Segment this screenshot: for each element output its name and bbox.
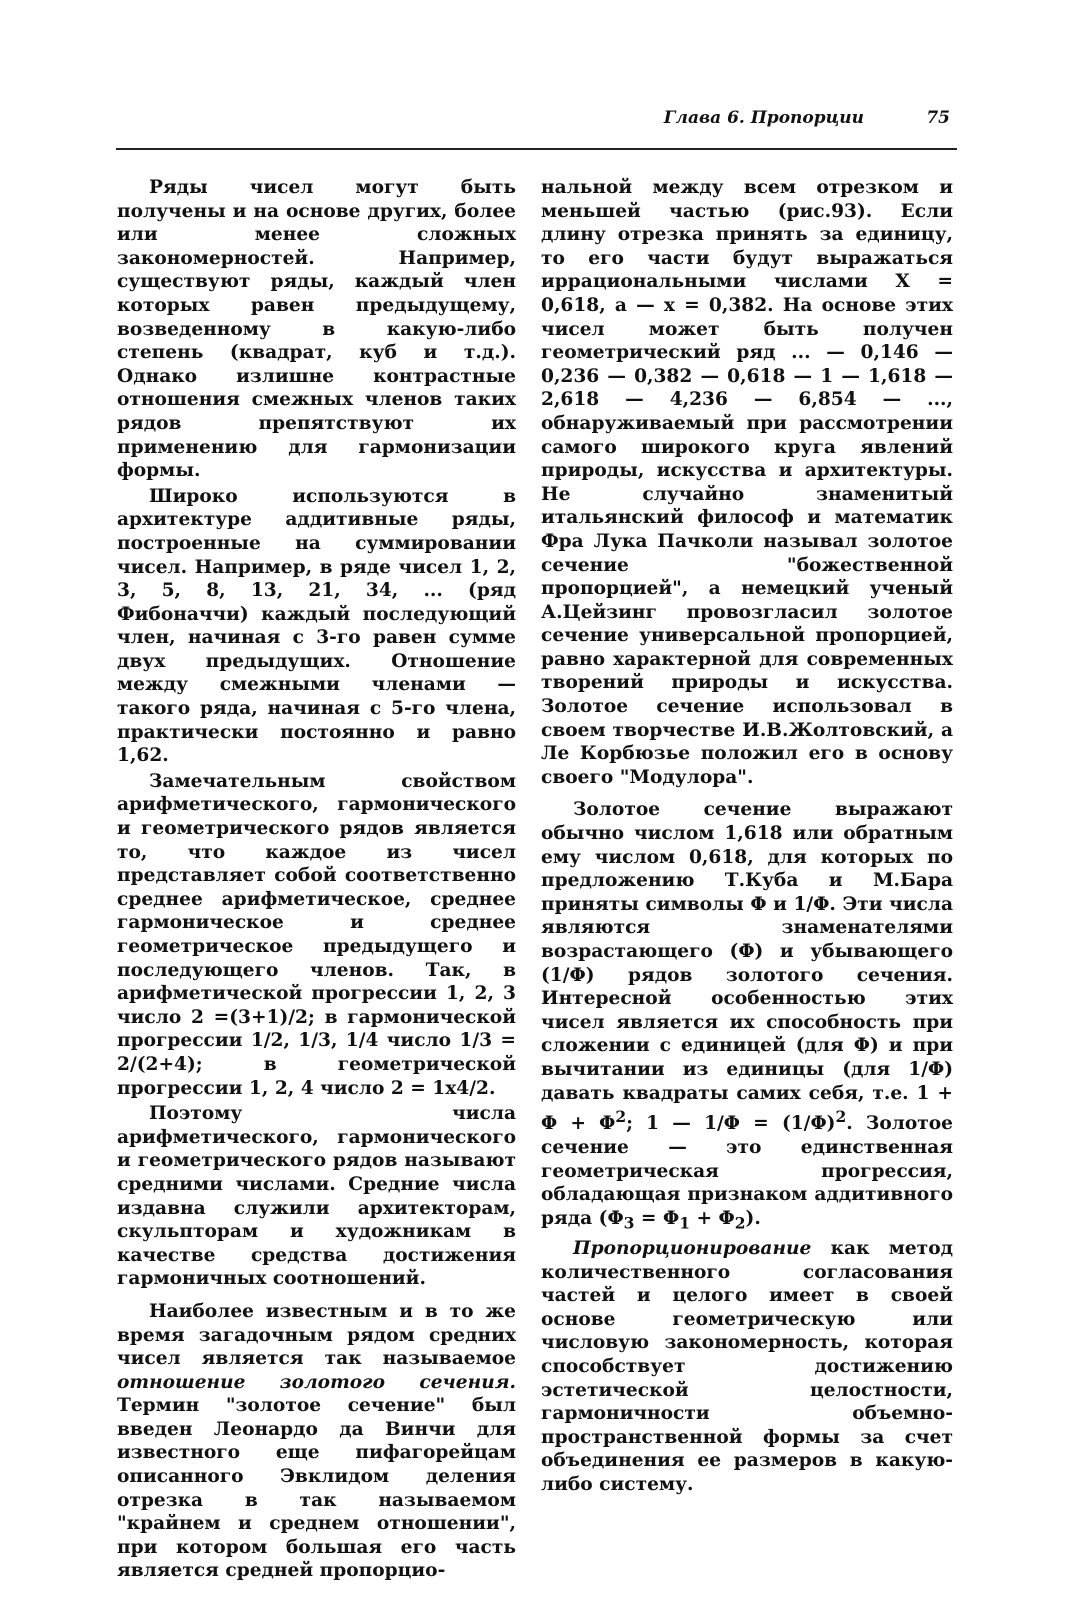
running-head — [120, 108, 956, 142]
paragraph-additive-series: Широко используются в архитектуре аддитивные ряды, построенные на суммировании чисел. Например, в ряде чисел 1, 2, 3, 5, 8, 13, 21, 34, ... (ряд Фибоначчи) каждый последующий член, начиная с 3-го равен сумме двух предыдущих. Отношение между смежными членами — такого ряда, начиная с 5-го члена, практически постоянно и равно 1,62. — [117, 485, 516, 767]
emphasized-term: отношение золотого сечения. — [117, 1371, 516, 1393]
subscript: 3 — [623, 1213, 635, 1233]
paragraph-golden-section-continued: нальной между всем отрезком и меньшей частью (рис.93). Если длину отрезка принять за единицу, то его части будут выражаться иррациональными числами X = 0,618, a — x = 0,382. На основе этих чисел может быть получен геометрический ряд ... — 0,146 — 0,236 — 0,382 — 0,618 — 1 — 1,618 — 2,618 — 4,236 — 6,854 — ..., обнаруживаемый при рассмотрении самого широкого круга явлений природы, искусства и архитектуры. Не случайно знаменитый итальянский философ и математик Фра Лука Пачколи называл золотое сечение "божественной пропорцией", а немецкий ученый А.Цейзинг провозгласил золотое сечение универсальной пропорцией, равно характерной для современных творений природы и искусства. Золотое сечение использовал в своем творчестве И.В.Жолтовский, а Ле Корбюзье положил его в основу своего "Модулора". — [541, 177, 953, 788]
text-run: как метод количественного согласования частей и целого имеет в своей основе геометрическую или числовую закономерность, которая способствует достижению эстетической целостности, гармоничности объемно-пространственной формы за счет объединения ее размеров в какую-либо систему. — [541, 1238, 953, 1495]
text-run: . Золотое сечение — это единственная геометрическая прогрессия, обладающая признаком аддитивного ряда (Φ — [541, 1113, 953, 1229]
text-run: ; 1 — 1/Φ = (1/Φ) — [626, 1113, 836, 1135]
paragraph-average-numbers: Поэтому числа арифметического, гармонического и геометрического рядов называют средними числами. Средние числа издавна служили архитекторам, скульпторам и художникам в качестве средства достижения гармоничных соотношений. — [117, 1103, 516, 1290]
text-run: ). — [745, 1207, 761, 1229]
superscript: 2 — [615, 1107, 627, 1127]
subscript: 2 — [734, 1213, 746, 1233]
superscript: 2 — [835, 1107, 847, 1127]
emphasized-term: Пропорционирование — [573, 1238, 812, 1260]
paragraph-number-series: Ряды чисел могут быть получены и на основе других, более или менее сложных закономерностей. Например, существуют ряды, каждый член которых равен предыдущему, возведенному в какую-либо степень (квадрат, куб и т.д.). Однако излишне контрастные отношения смежных членов таких рядов препятствуют их применению для гармонизации формы. — [117, 177, 516, 482]
chapter-title: Глава 6. Пропорции — [663, 108, 864, 128]
paragraph-proportioning — [541, 1237, 953, 1497]
header-rule — [116, 148, 957, 150]
paragraph-means: Замечательным свойством арифметического, гармонического и геометрического рядов является то, что каждое из чисел представляет собой соответственно среднее арифметическое, среднее гармоническое и среднее геометрическое предыдущего и последующего членов. Так, в арифметической прогрессии 1, 2, 3 число 2 =(3+1)/2; в гармонической прогрессии 1/2, 1/3, 1/4 число 1/3 = 2/(2+4); в геометрической прогрессии 1, 2, 4 число 2 = 1x4/2. — [117, 770, 516, 1099]
text-run: + Φ — [689, 1207, 735, 1229]
text-run: Золотое сечение выражают обычно числом 1,618 или обратным ему числом 0,618, для которых по предложению Т.Куба и М.Бара приняты символы Φ и 1/Φ. Эти числа являются знаменателями возрастающего (Φ) и убывающего (1/Φ) рядов золотого сечения. Интересной особенностью этих чисел является их способность при сложении с единицей (для Φ) и при вычитании из единицы (для 1/Φ) давать квадраты самих себя, т.е. 1 + Φ + Φ — [541, 799, 953, 1135]
page-number: 75 — [926, 108, 950, 128]
paragraph-golden-section-intro — [117, 1300, 516, 1583]
subscript: 1 — [679, 1213, 690, 1233]
right-column — [541, 176, 953, 1497]
left-column — [117, 176, 516, 1583]
text-run: Термин "золотое сечение" был введен Леонардо да Винчи для известного еще пифагорейцам описанного Эвклидом деления отрезка в так называемом "крайнем и среднем отношении", при котором большая его часть является средней пропорцио- — [117, 1395, 516, 1582]
text-run: = Φ — [634, 1207, 680, 1229]
text-run: Наиболее известным и в то же время загадочным рядом средних чисел является так называемое — [117, 1300, 516, 1370]
paragraph-golden-symbols — [541, 798, 953, 1235]
